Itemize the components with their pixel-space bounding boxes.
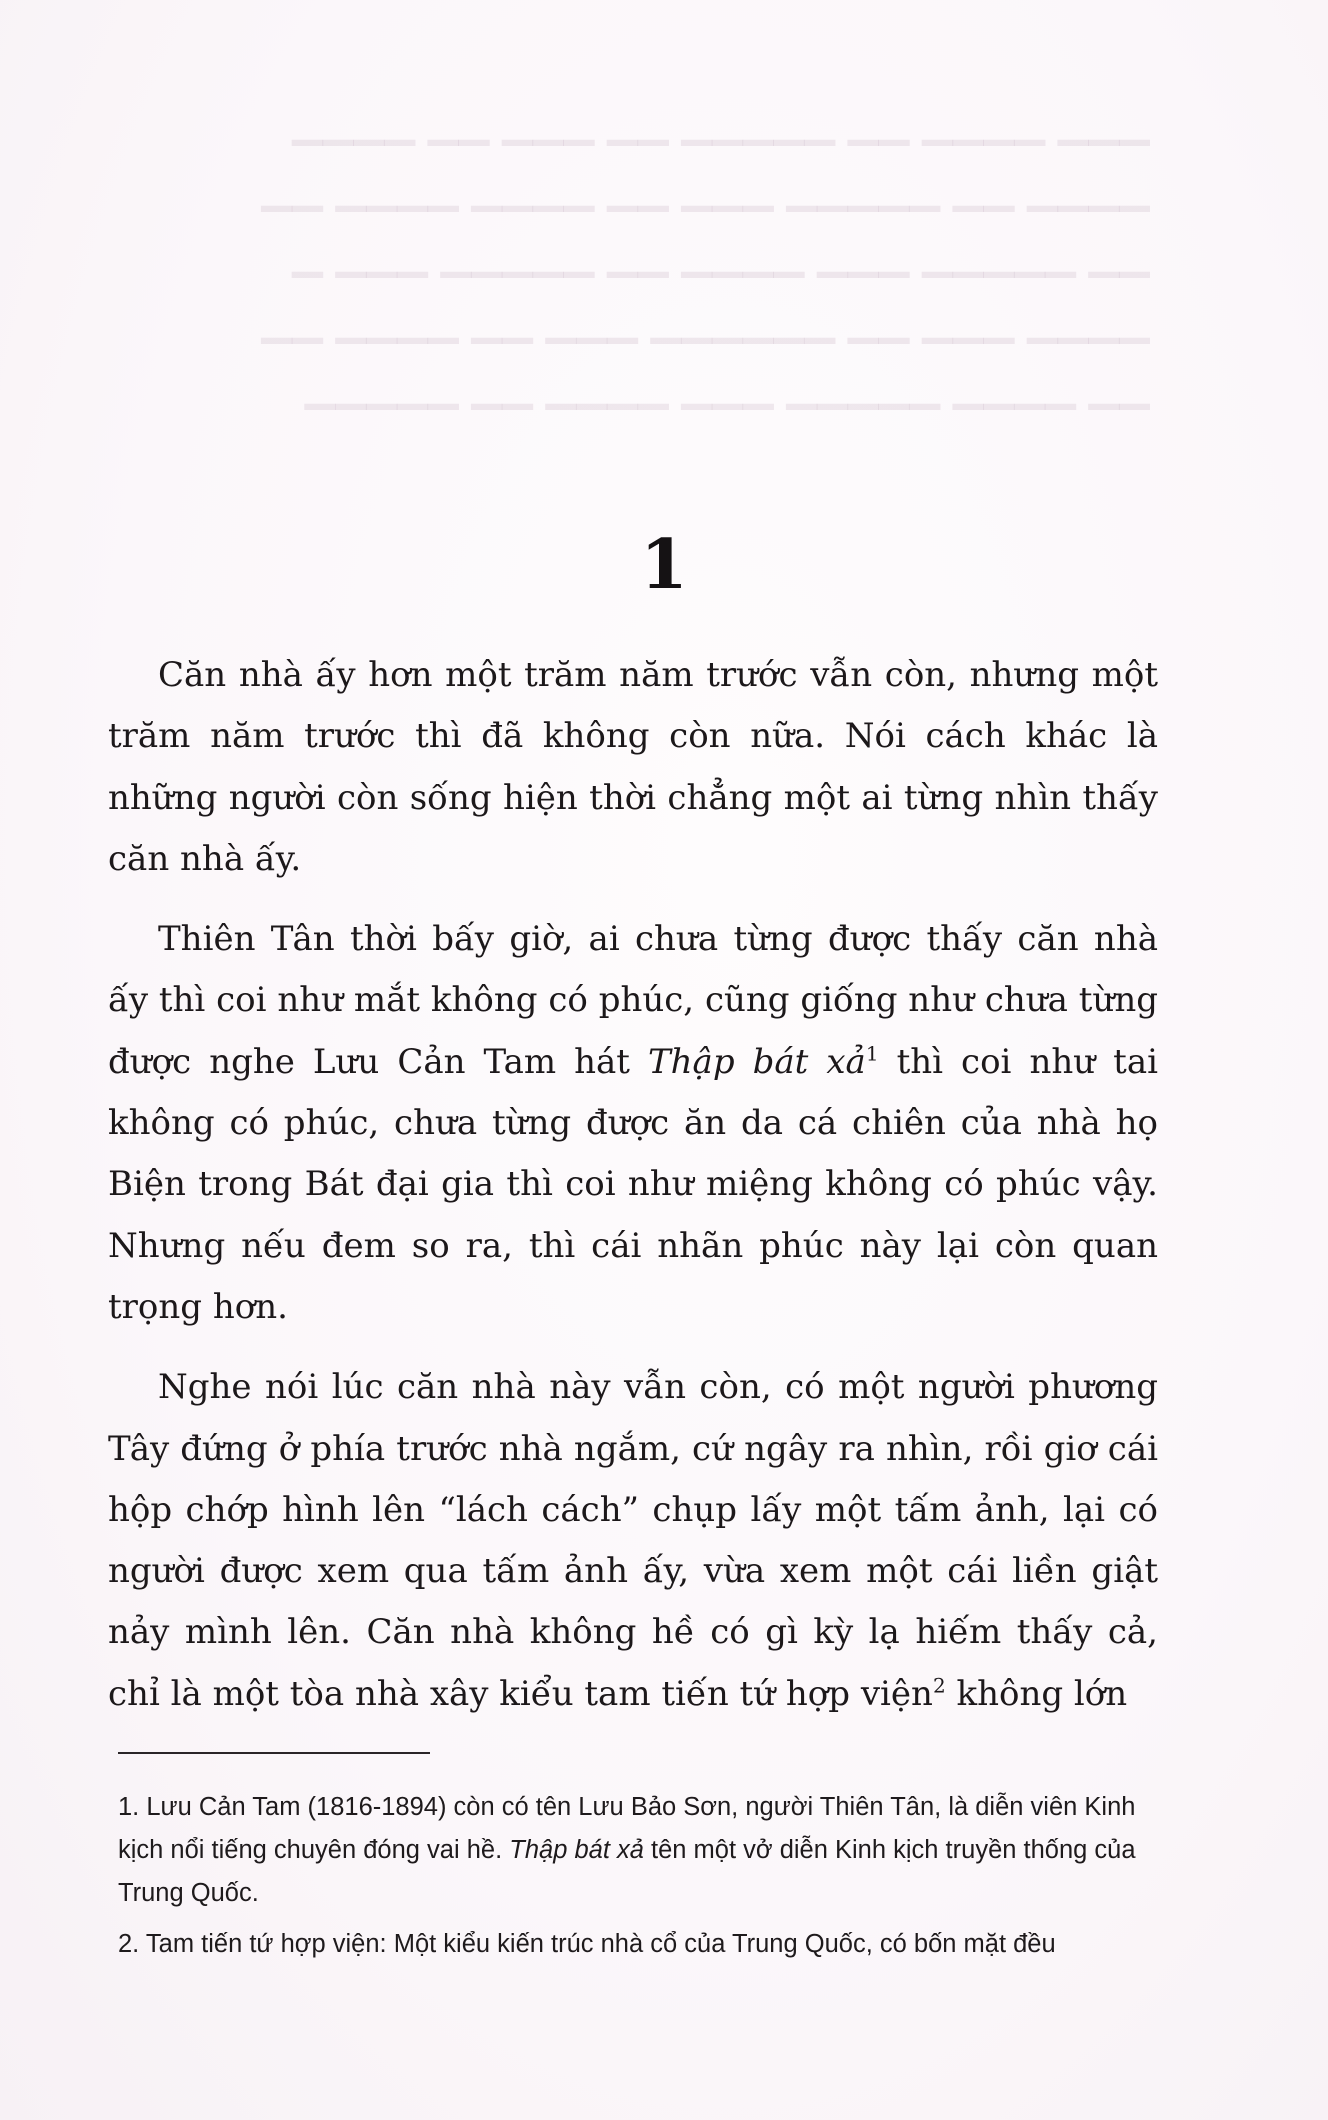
bleed-through-texture: ▁▁▁ ▁▁▁▁ ▁▁ ▁▁▁▁▁ ▁▁ ▁▁▁ ▁▁ ▁▁▁▁ ▁▁▁▁ ▁▁ ▁▁▁▁▁ ▁▁▁ ▁▁ ▁▁▁▁ ▁▁▁▁ ▁▁ ▁▁ ▁▁▁▁▁ ▁▁▁ ▁▁▁▁ ▁▁ ▁▁▁▁▁ ▁▁▁ ▁ ▁▁▁▁ ▁▁▁ ▁▁ ▁▁▁▁▁▁ ▁▁▁ ▁▁ ▁▁▁▁ ▁▁ ▁▁ ▁▁▁▁ ▁▁▁▁▁ ▁▁▁ ▁▁▁▁ ▁▁ ▁▁▁▁▁	[261, 100, 1150, 410]
paragraph-3-text-after: không lớn	[945, 1673, 1128, 1714]
footnote-ref-1[interactable]: 1	[865, 1041, 879, 1066]
footnote-1-text-after: tên một vở diễn Kinh kịch truyền thống của Trung Quốc.	[118, 1836, 1136, 1907]
play-title: Thập bát xả	[647, 1041, 866, 1082]
paragraph-3	[108, 1357, 1158, 1725]
paragraph-2-text-before: Thiên Tân thời bấy giờ, ai chưa từng được thấy căn nhà ấy thì coi như mắt không có phúc, cũng giống như chưa từng được nghe Lưu Cản Tam hát	[108, 919, 1158, 1082]
footnote-2-text: 2. Tam tiến tứ hợp viện: Một kiểu kiến trúc nhà cổ của Trung Quốc, có bốn mặt đều	[118, 1930, 1056, 1958]
paragraph-1	[108, 645, 1158, 890]
footnotes	[118, 1786, 1158, 1974]
paragraph-2	[108, 909, 1158, 1338]
paragraph-3-text-before: Nghe nói lúc căn nhà này vẫn còn, có một người phương Tây đứng ở phía trước nhà ngắm, cứ ngây ra nhìn, rồi giơ cái hộp chớp hình lên “lách cách” chụp lấy một tấm ảnh, lại có người được xem qua tấm ảnh ấy, vừa xem một cái liền giật nảy mình lên. Căn nhà không hề có gì kỳ lạ hiếm thấy cả, chỉ là một tòa nhà xây kiểu tam tiến tứ hợp viện	[108, 1367, 1158, 1714]
footnote-2	[118, 1923, 1158, 1966]
chapter-body	[108, 645, 1158, 1744]
paragraph-2-text-after: thì coi như tai không có phúc, chưa từng được ăn da cá chiên của nhà họ Biện trong Bát đại gia thì coi như miệng không có phúc vậy. Nhưng nếu đem so ra, thì cái nhãn phúc này lại còn quan trọng hơn.	[108, 1041, 1158, 1327]
chapter-number: 1	[640, 525, 688, 605]
footnote-divider	[118, 1752, 430, 1754]
paragraph-1-text: Căn nhà ấy hơn một trăm năm trước vẫn còn, nhưng một trăm năm trước thì đã không còn nữa. Nói cách khác là những người còn sống hiện thời chẳng một ai từng nhìn thấy căn nhà ấy.	[108, 655, 1158, 879]
footnote-1	[118, 1786, 1158, 1915]
footnote-ref-2[interactable]: 2	[932, 1673, 946, 1698]
footnote-1-text-before: 1. Lưu Cản Tam (1816-1894) còn có tên Lưu Bảo Sơn, người Thiên Tân, là diễn viên Kinh kịch nổi tiếng chuyên đóng vai hề.	[118, 1793, 1136, 1864]
footnote-1-play-title: Thập bát xả	[509, 1836, 644, 1864]
